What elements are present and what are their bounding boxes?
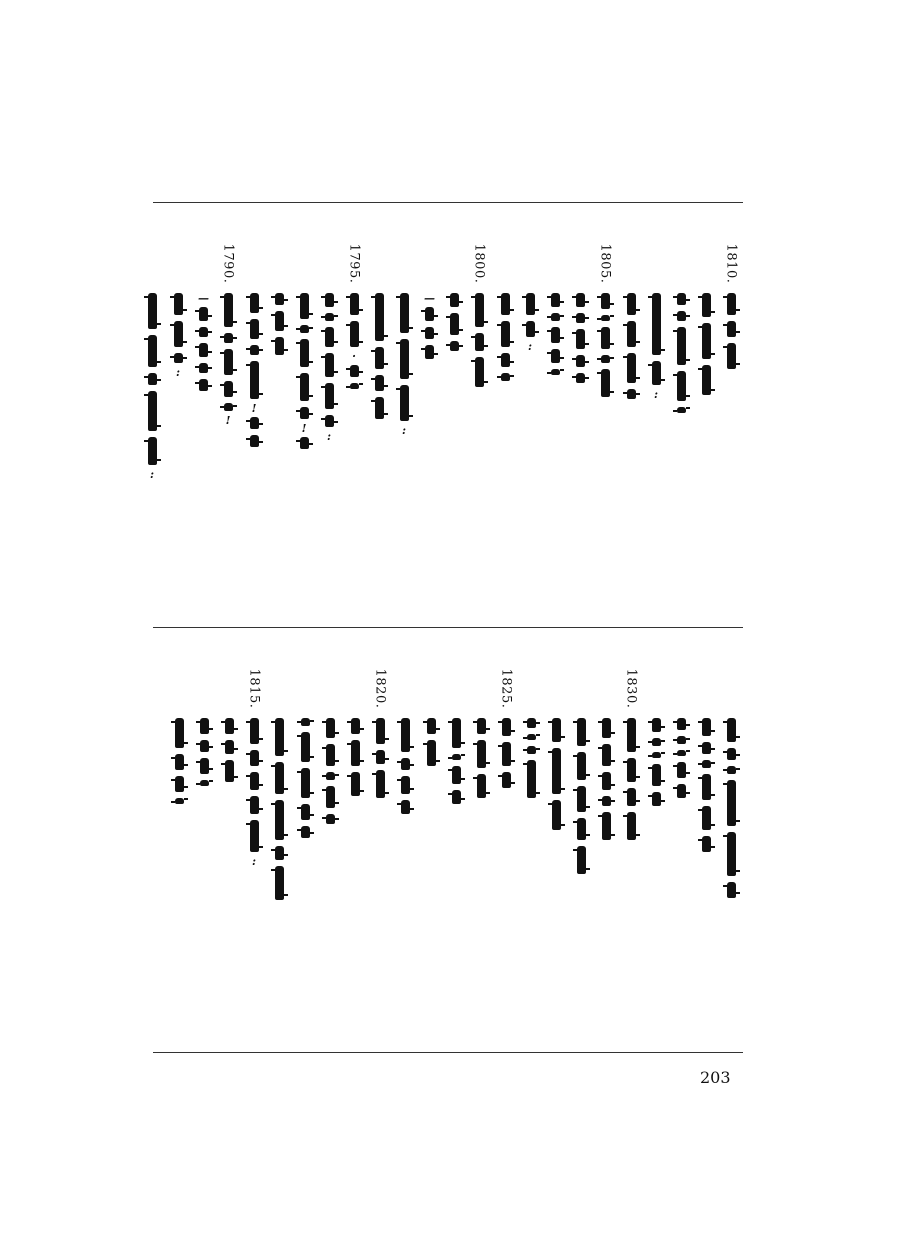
text-column: [493, 241, 517, 611]
text-column: [593, 241, 617, 611]
mongolian-script-line: [573, 718, 589, 880]
text-column: [140, 241, 164, 511]
text-column: [267, 666, 291, 1036]
text-column: [166, 241, 190, 611]
text-column: [216, 241, 240, 611]
mongolian-script-line: !: [246, 293, 262, 453]
mongolian-script-line: [297, 718, 313, 844]
mongolian-script-line: [547, 293, 563, 381]
text-column: [368, 666, 392, 1036]
mongolian-script-line: [372, 718, 388, 804]
text-column: [644, 666, 668, 1036]
text-column: [217, 666, 241, 1036]
mongolian-script-line: [371, 293, 387, 425]
line-number: 1790.: [220, 243, 236, 283]
line-number: 1800.: [471, 243, 487, 283]
mongolian-script-line: :: [396, 293, 412, 439]
text-column: [719, 241, 743, 611]
text-column: [293, 666, 317, 1036]
mongolian-script-line: [598, 718, 614, 846]
mongolian-script-line: !: [220, 293, 236, 429]
mongolian-script-line: [497, 293, 513, 387]
line-number: 1830.: [623, 668, 639, 708]
text-column: [544, 666, 568, 1036]
text-column: [242, 241, 266, 611]
mongolian-script-line: !: [296, 293, 312, 455]
text-column: [417, 241, 441, 611]
mongolian-script-line: [171, 718, 187, 810]
mongolian-script-line: [723, 718, 739, 904]
line-number: 1820.: [372, 668, 388, 708]
mongolian-script-line: :: [144, 293, 160, 483]
mongolian-script-line: [523, 718, 539, 804]
mongolian-script-line: :: [648, 293, 664, 403]
mongolian-script-line: [498, 718, 514, 794]
upper-text-block: [153, 203, 743, 628]
mongolian-script-line: [648, 718, 664, 812]
mongolian-script-line: [221, 718, 237, 788]
text-column: [318, 666, 342, 1036]
text-column: [694, 666, 718, 1036]
text-column: [519, 666, 543, 1036]
text-column: [292, 241, 316, 611]
mongolian-script-line: [471, 293, 487, 393]
text-column: [568, 241, 592, 611]
text-column: [392, 241, 416, 611]
text-column: [342, 241, 366, 611]
mongolian-script-line: :: [321, 293, 337, 445]
text-column: [444, 666, 468, 1036]
mongolian-script-line: [271, 718, 287, 906]
mongolian-script-line: [597, 293, 613, 403]
text-column: [393, 666, 417, 1036]
text-column: [267, 241, 291, 611]
mongolian-script-line: [322, 718, 338, 830]
text-column: [494, 666, 518, 1036]
mongolian-script-line: [446, 293, 462, 357]
text-column: [594, 666, 618, 1036]
text-column: [669, 666, 693, 1036]
mongolian-script-line: [723, 293, 739, 375]
line-number: 1810.: [723, 243, 739, 283]
text-column: [469, 666, 493, 1036]
mongolian-script-line: [448, 718, 464, 810]
mongolian-script-line: [397, 718, 413, 820]
text-column: [367, 241, 391, 611]
mongolian-script-line: :: [522, 293, 538, 355]
text-column: [644, 241, 668, 611]
line-number: 1795.: [346, 243, 362, 283]
text-column: [669, 241, 693, 611]
text-column: [619, 666, 643, 1036]
text-column: [619, 241, 643, 611]
text-column: [317, 241, 341, 611]
mongolian-script-line: [548, 718, 564, 836]
text-column: [419, 666, 443, 1036]
mongolian-script-line: [673, 718, 689, 804]
mongolian-script-line: [623, 293, 639, 405]
text-column: [543, 241, 567, 611]
mongolian-script-line: :: [170, 293, 186, 381]
page-number: 203: [700, 1068, 731, 1087]
mongolian-script-line: [572, 293, 588, 389]
lower-text-block: [153, 628, 743, 1053]
mongolian-script-line: [698, 718, 714, 858]
line-number: 1805.: [597, 243, 613, 283]
text-column: [242, 666, 266, 1036]
text-column: [569, 666, 593, 1036]
text-column: [192, 666, 216, 1036]
text-column: [719, 666, 743, 1036]
mongolian-script-line: [196, 718, 212, 792]
mongolian-script-line: [698, 293, 714, 401]
text-column: [467, 241, 491, 611]
line-number: 1825.: [498, 668, 514, 708]
mongolian-script-line: [347, 718, 363, 802]
mongolian-script-line: —: [195, 293, 211, 397]
text-column: [343, 666, 367, 1036]
mongolian-script-line: [423, 718, 439, 772]
mongolian-script-line: —: [421, 293, 437, 365]
text-column: [518, 241, 542, 611]
mongolian-script-line: [623, 718, 639, 846]
mongolian-script-line: :: [246, 718, 262, 870]
text-column: [167, 666, 191, 1036]
text-column: [694, 241, 718, 611]
text-column: [191, 241, 215, 611]
text-column: [442, 241, 466, 611]
mongolian-script-line: [673, 293, 689, 419]
mongolian-script-line: ·: [346, 293, 362, 395]
line-number: 1815.: [246, 668, 262, 708]
mongolian-script-line: [271, 293, 287, 361]
mongolian-script-line: [473, 718, 489, 804]
